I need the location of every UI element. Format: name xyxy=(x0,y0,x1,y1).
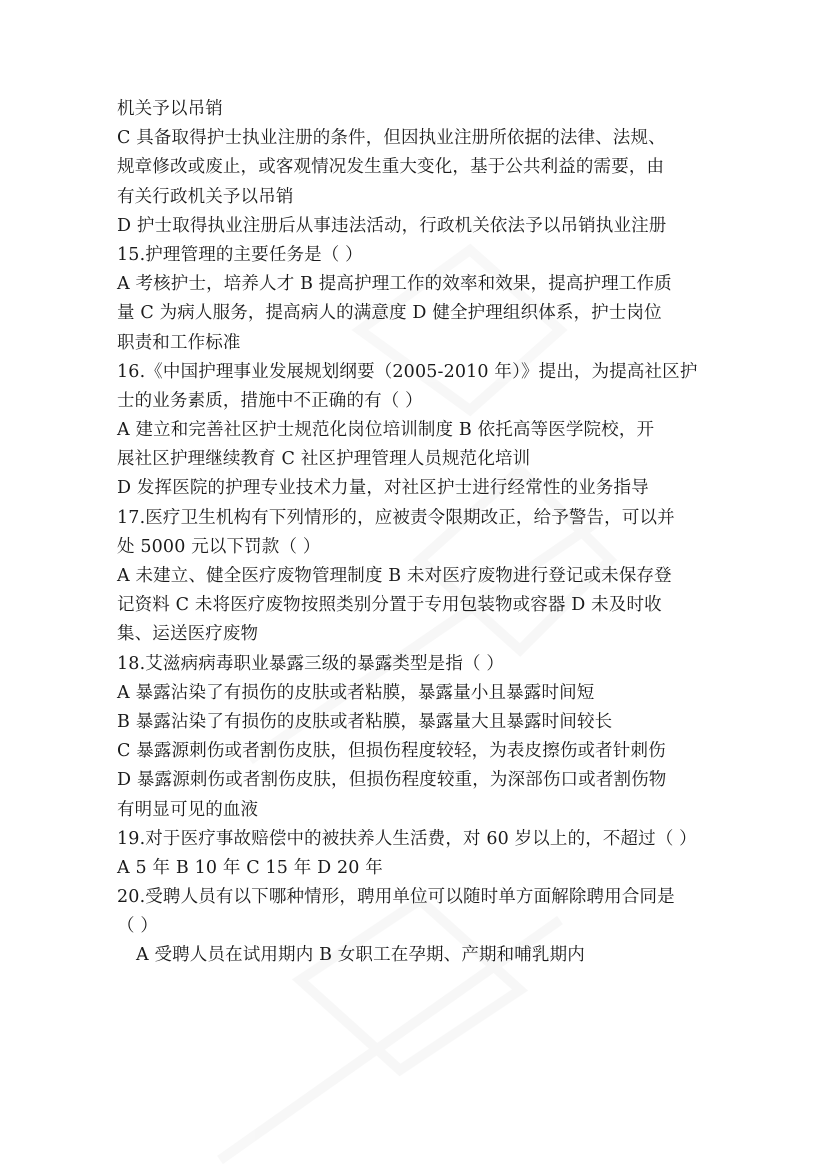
text-line: A 受聘人员在试用期内 B 女职工在孕期、产期和哺乳期内 xyxy=(136,945,585,966)
question-15: 15.护理管理的主要任务是（ ） xyxy=(117,244,363,265)
text-line: 记资料 C 未将医疗废物按照类别分置于专用包装物或容器 D 未及时收 xyxy=(117,595,662,616)
text-line: 集、运送医疗废物 xyxy=(117,624,259,645)
text-line: C 暴露源刺伤或者割伤皮肤，但损伤程度较轻，为表皮擦伤或者针刺伤 xyxy=(117,741,666,762)
document-body xyxy=(117,95,737,971)
question-18: 18.艾滋病病毒职业暴露三级的暴露类型是指（ ） xyxy=(117,653,504,674)
text-line: 展社区护理继续教育 C 社区护理管理人员规范化培训 xyxy=(117,449,531,470)
text-line: A 暴露沾染了有损伤的皮肤或者粘膜，暴露量小且暴露时间短 xyxy=(117,682,595,703)
text-line: A 5 年 B 10 年 C 15 年 D 20 年 xyxy=(117,857,383,878)
text-line: 有关行政机关予以吊销 xyxy=(117,186,294,207)
text-line: 职责和工作标准 xyxy=(117,332,241,353)
text-line: D 暴露源刺伤或者割伤皮肤，但损伤程度较重，为深部伤口或者割伤物 xyxy=(117,770,667,791)
text-line: 量 C 为病人服务，提高病人的满意度 D 健全护理组织体系，护士岗位 xyxy=(117,303,662,324)
text-line: 规章修改或废止，或客观情况发生重大变化，基于公共利益的需要，由 xyxy=(117,157,665,178)
text-line: D 发挥医院的护理专业技术力量，对社区护士进行经常性的业务指导 xyxy=(117,478,649,499)
text-line: （ ） xyxy=(117,916,159,937)
text-line: C 具备取得护士执业注册的条件，但因执业注册所依据的法律、法规、 xyxy=(117,128,666,149)
text-line: A 考核护士，培养人才 B 提高护理工作的效率和效果，提高护理工作质 xyxy=(117,274,672,295)
text-line: D 护士取得执业注册后从事违法活动，行政机关依法予以吊销执业注册 xyxy=(117,215,667,236)
text-line: 处 5000 元以下罚款（ ） xyxy=(117,536,321,557)
text-line: 士的业务素质，措施中不正确的有（ ） xyxy=(117,390,423,411)
question-19: 19.对于医疗事故赔偿中的被扶养人生活费，对 60 岁以上的，不超过（ ） xyxy=(117,828,697,849)
text-line: A 未建立、健全医疗废物管理制度 B 未对医疗废物进行登记或未保存登 xyxy=(117,566,672,586)
text-line: 机关予以吊销 xyxy=(117,99,223,119)
question-17: 17.医疗卫生机构有下列情形的，应被责令限期改正，给予警告，可以并 xyxy=(117,507,675,528)
text-line: 有明显可见的血液 xyxy=(117,799,259,820)
question-16: 16.《中国护理事业发展规划纲要（2005-2010 年）》提出，为提高社区护 xyxy=(117,361,698,382)
question-20: 20.受聘人员有以下哪种情形，聘用单位可以随时单方面解除聘用合同是 xyxy=(117,887,675,908)
text-line: A 建立和完善社区护士规范化岗位培训制度 B 依托高等医学院校，开 xyxy=(117,420,655,441)
text-line: B 暴露沾染了有损伤的皮肤或者粘膜，暴露量大且暴露时间较长 xyxy=(117,711,613,732)
